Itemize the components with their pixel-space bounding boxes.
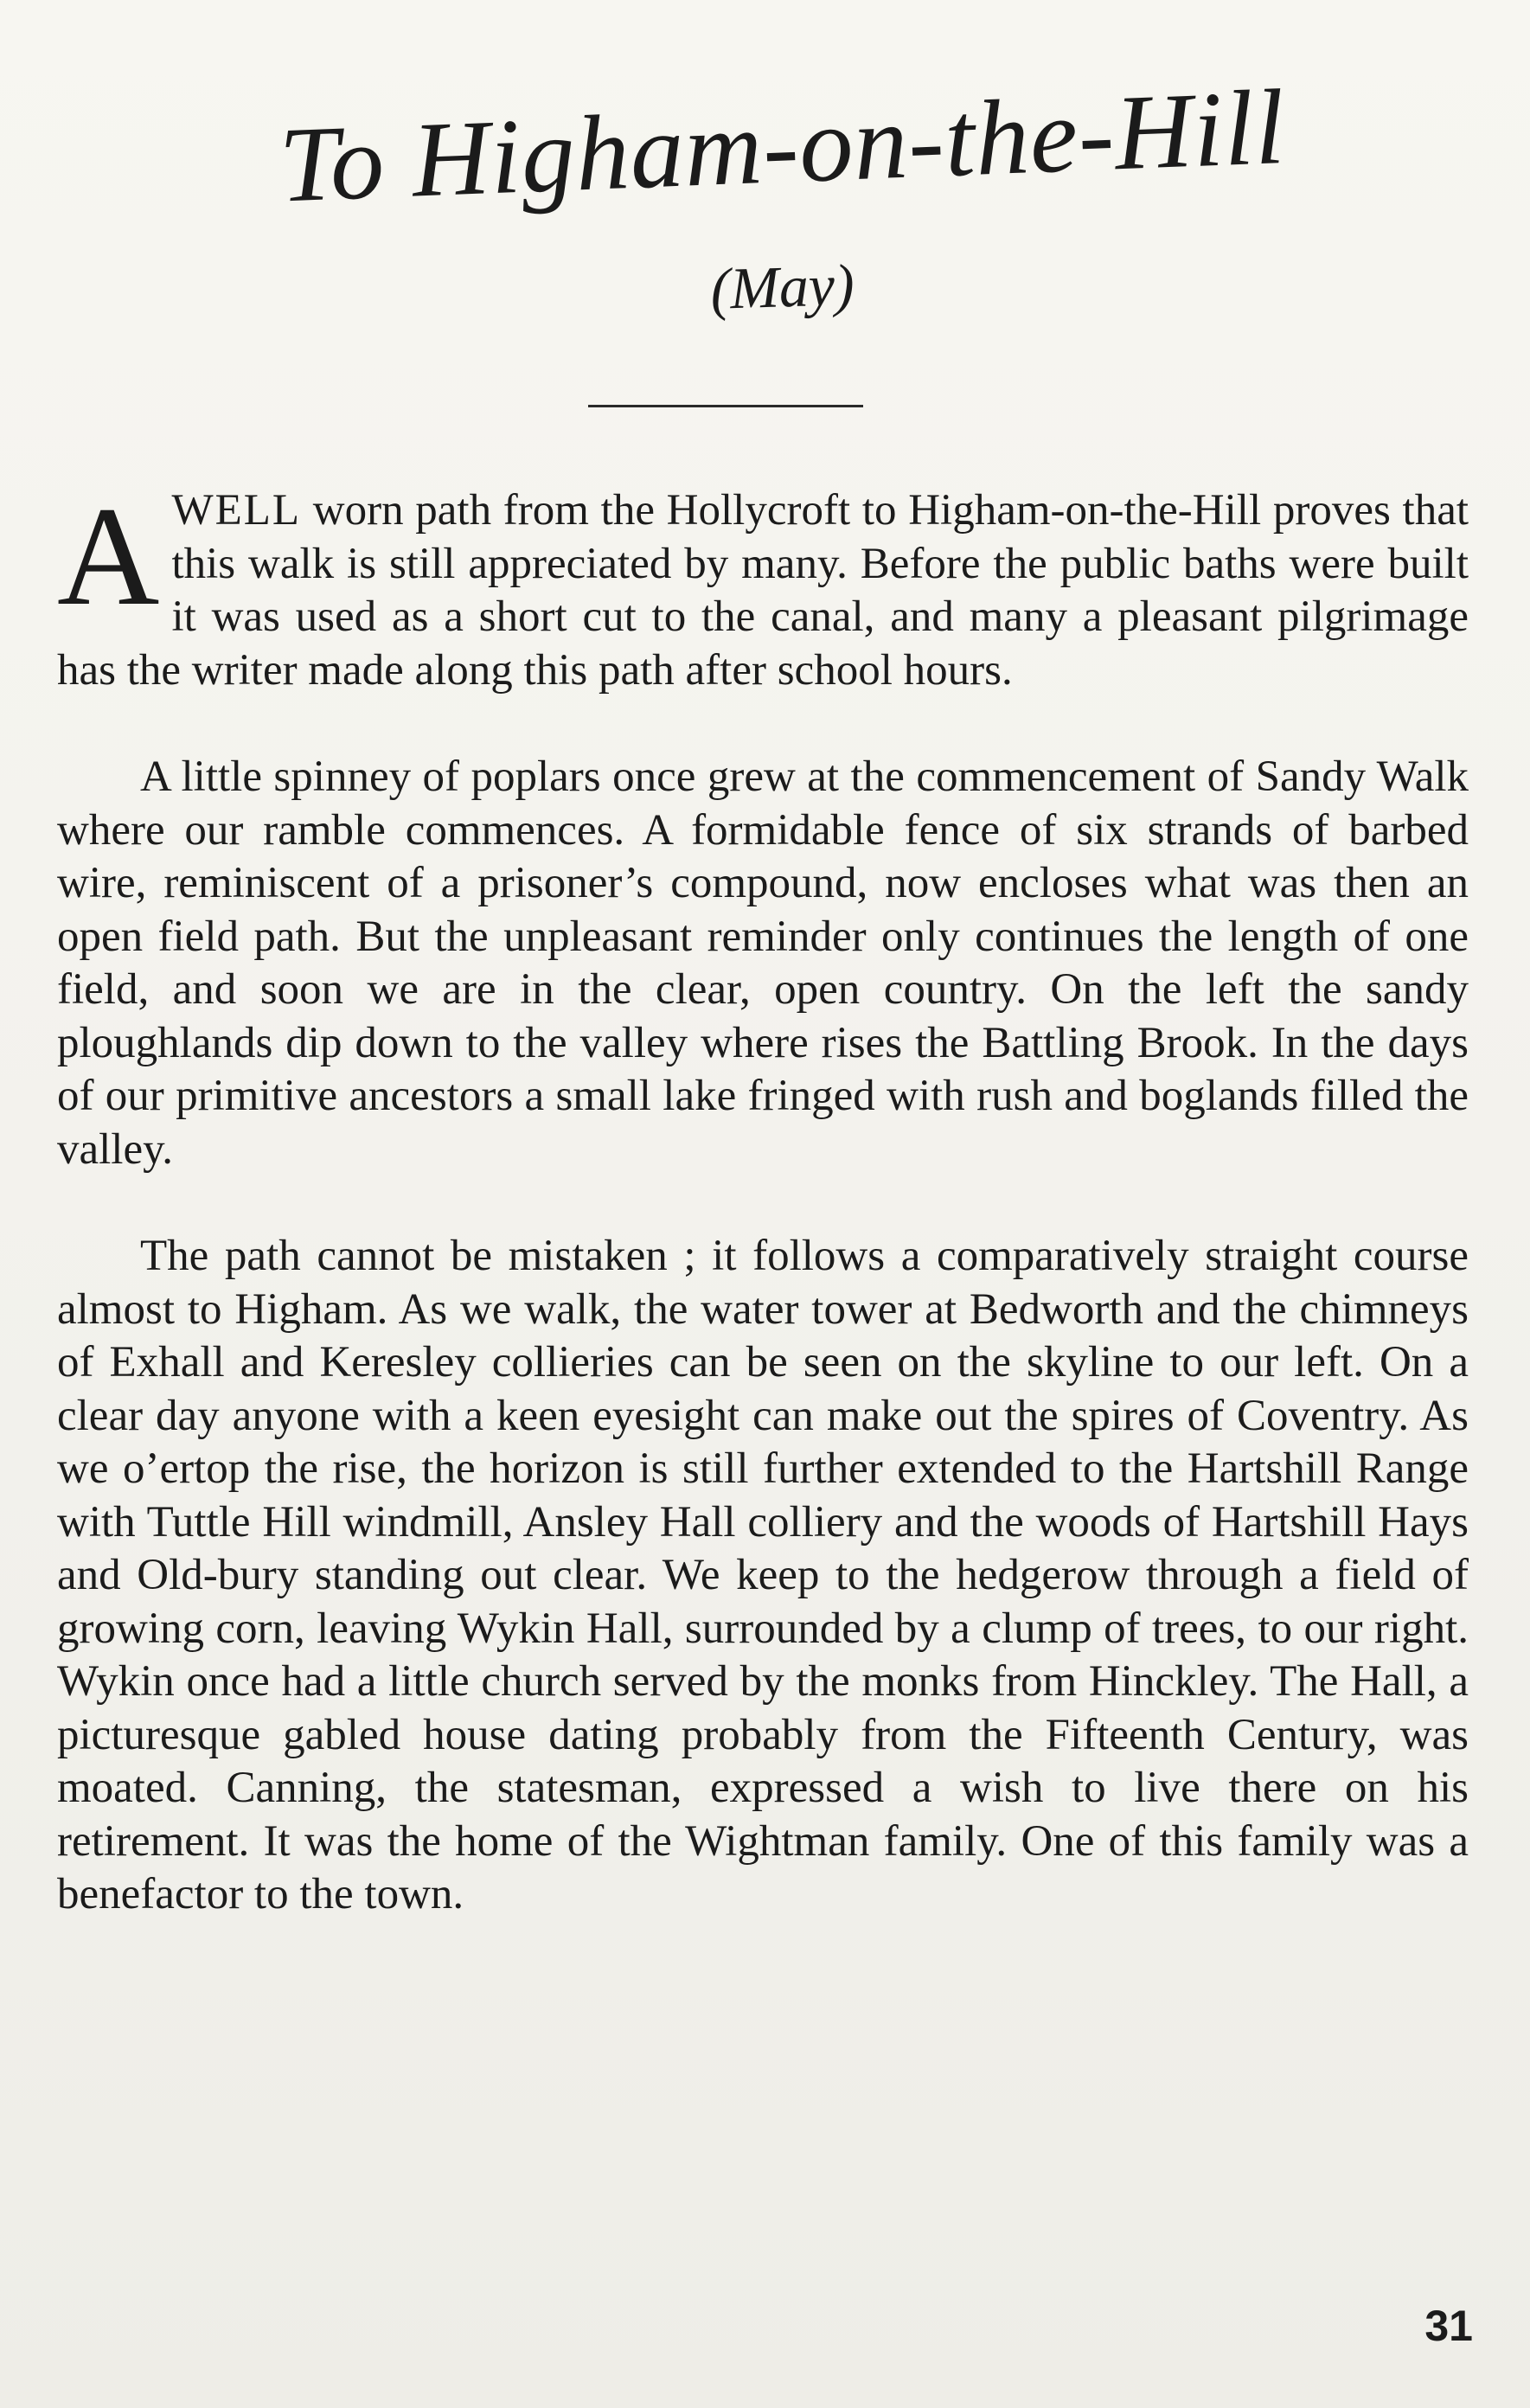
drop-cap: A <box>57 478 160 635</box>
paragraph-1 <box>57 478 1469 697</box>
paragraph-1-text: worn path from the Hollycroft to Higham-on-the-Hill proves that this walk is still appreciated by many. Before the public baths were built it was used as a short cut to the canal, and many a pleasant pilgrimage has the writer made along this path after school hours. <box>57 486 1469 695</box>
page-title: To Higham-on-the-Hill <box>277 67 1288 225</box>
paragraph-3: The path cannot be mistaken ; it follows a comparatively straight course almost to Higham. As we walk, the water tower at Bedworth and the chimneys of Exhall and Keresley collieries can be seen on the skyline to our left. On a clear day anyone with a keen eyesight can make out the spires of Coventry. As we o’ertop the rise, the horizon is still further extended to the Hartshill Range with Tuttle Hill windmill, Ansley Hall colliery and the woods of Hartshill Hays and Old-bury standing out clear. We keep to the hedgerow through a field of growing corn, leaving Wykin Hall, surrounded by a clump of trees, to our right. Wykin once had a little church served by the monks from Hinckley. The Hall, a picturesque gabled house dating probably from the Fifteenth Century, was moated. Canning, the statesman, expressed a wish to live there on his retirement. It was the home of the Wightman family. One of this family was a benefactor to the town. <box>57 1232 1469 1918</box>
title-divider <box>588 405 863 407</box>
article-body <box>57 478 1469 1922</box>
paragraph-2: A little spinney of poplars once grew at the commencement of Sandy Walk where our ramble commences. A formidable fence of six strands of barbed wire, reminiscent of a prisoner’s compound, now encloses what was then an open field path. But the unpleasant reminder only continues the length of one field, and soon we are in the clear, open country. On the left the sandy ploughlands dip down to the valley where rises the Battling Brook. In the days of our primitive ancestors a small lake fringed with rush and boglands filled the valley. <box>57 752 1469 1174</box>
first-word-smallcaps: WELL <box>171 486 302 535</box>
page-number: 31 <box>1424 2302 1473 2350</box>
page-subtitle: (May) <box>709 251 855 322</box>
